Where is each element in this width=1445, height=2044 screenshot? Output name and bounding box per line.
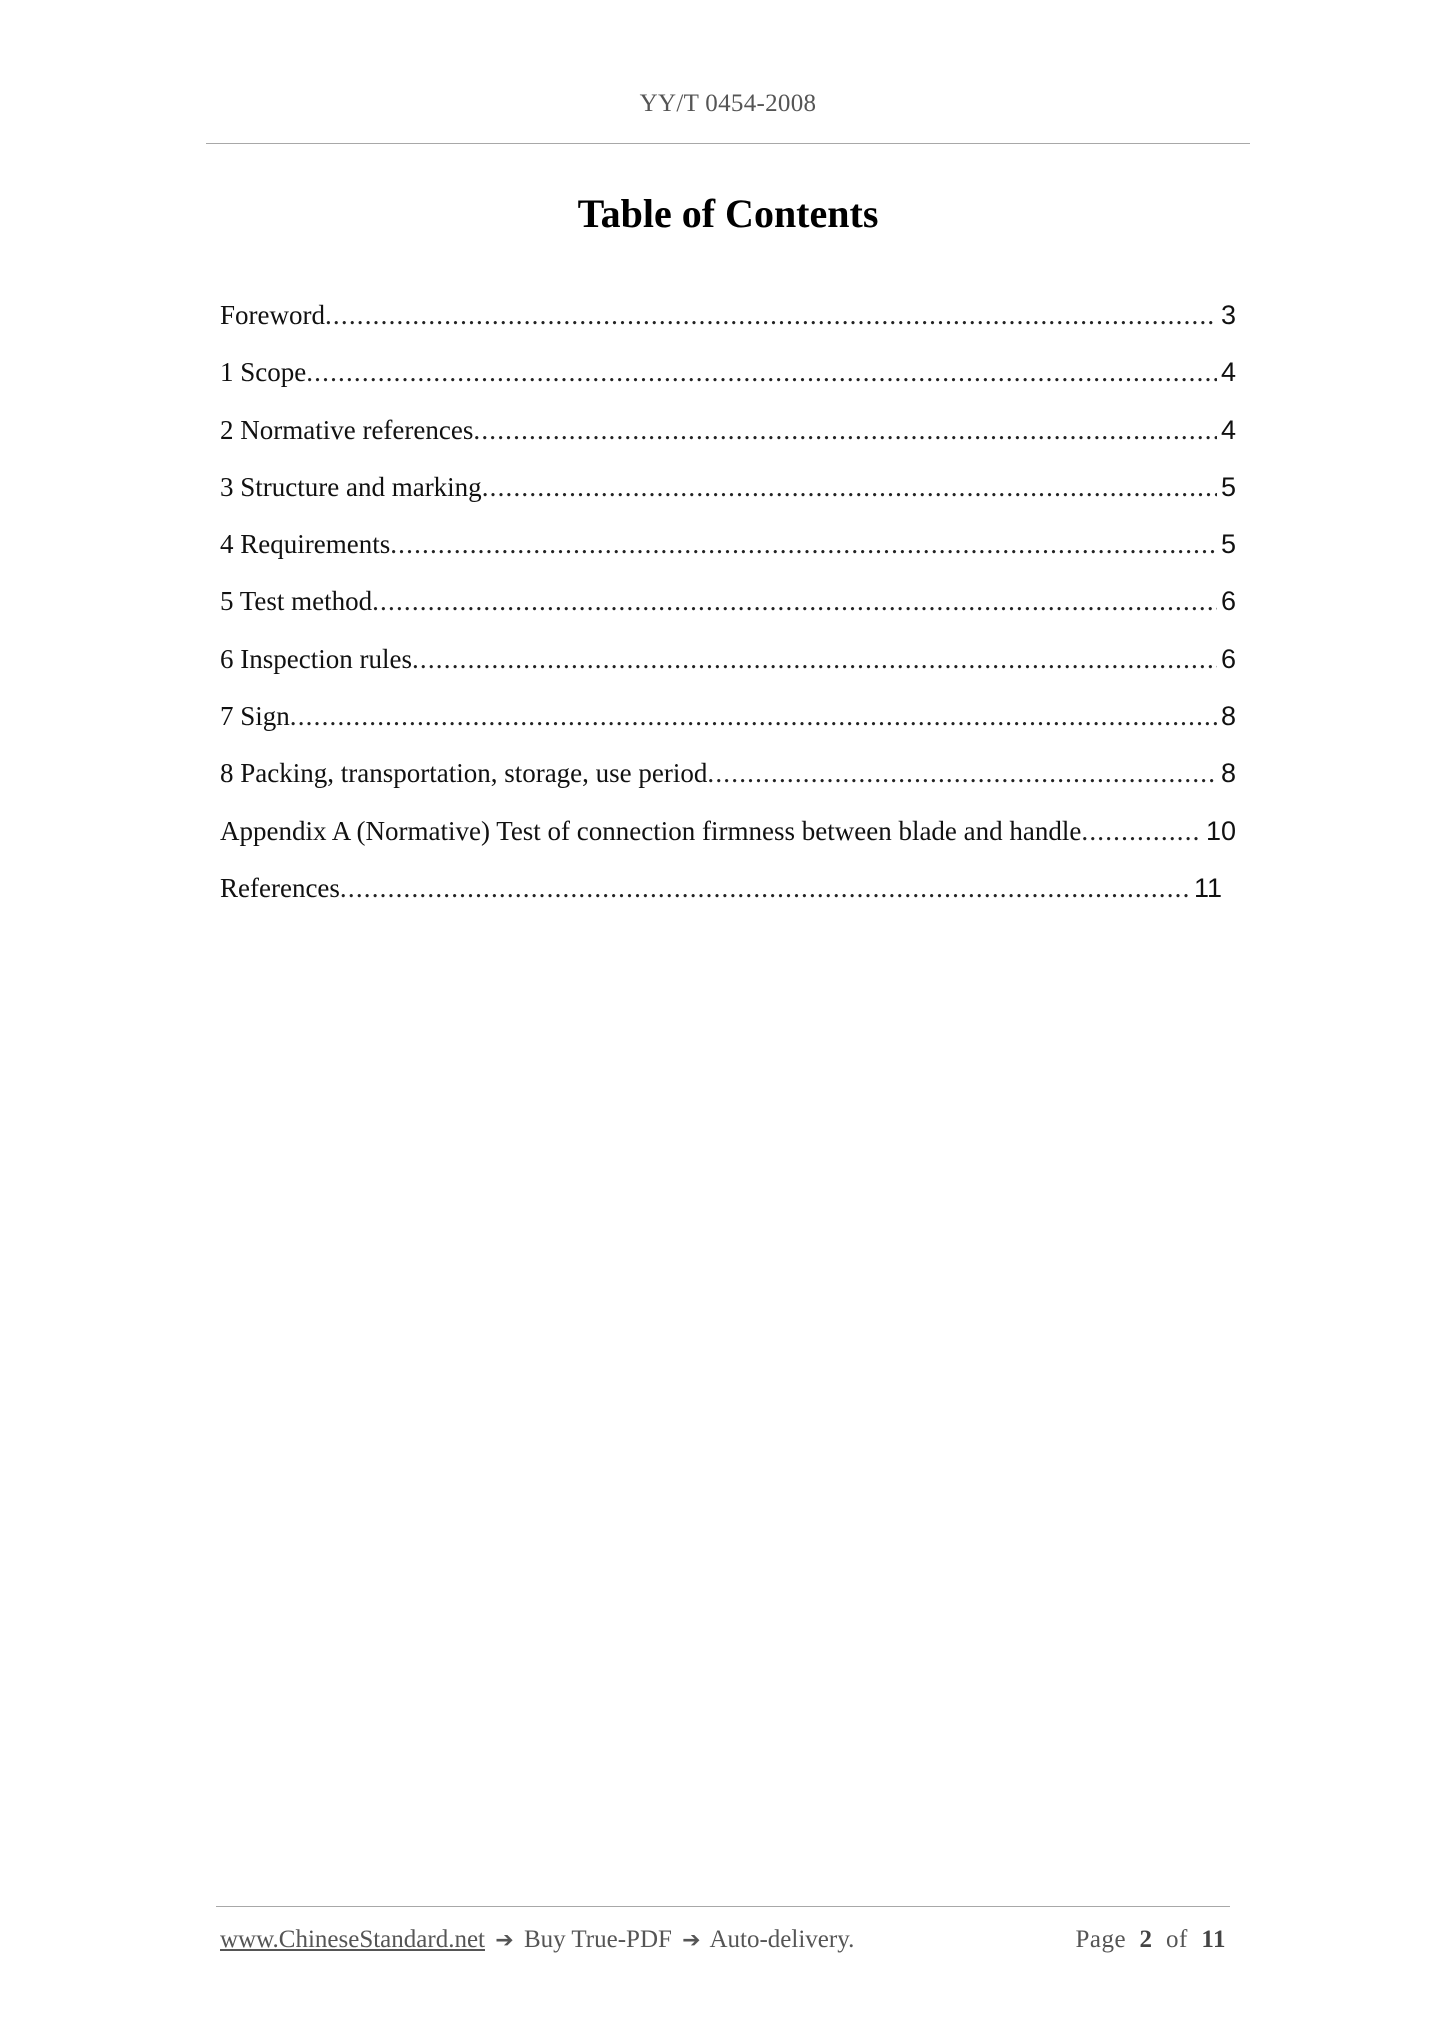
- toc-entry-scope[interactable]: [220, 357, 1236, 414]
- toc-entry-page: 11: [1193, 872, 1222, 903]
- toc-entry-references[interactable]: [220, 873, 1236, 930]
- arrow-right-icon: ➔: [682, 1928, 701, 1953]
- toc-entry-page: 8: [1220, 758, 1236, 789]
- total-page-count: 11: [1201, 1926, 1226, 1953]
- toc-entry-title: 3 Structure and marking: [220, 471, 482, 502]
- page-title: Table of Contents: [577, 191, 879, 236]
- toc-entry-title: 2 Normative references: [220, 414, 474, 445]
- document-code-header: YY/T 0454-2008: [639, 90, 817, 117]
- toc-entry-page: 5: [1220, 529, 1236, 560]
- page-number: [1075, 1926, 1226, 1954]
- toc-entry-title: 8 Packing, transportation, storage, use period: [220, 758, 708, 789]
- toc-entry-sign[interactable]: [220, 701, 1236, 758]
- toc-entry-page: 6: [1220, 586, 1236, 617]
- toc-entry-inspection-rules[interactable]: [220, 644, 1236, 701]
- toc-dot-leader: [340, 873, 1190, 904]
- current-page-number: 2: [1139, 1926, 1153, 1953]
- toc-entry-test-method[interactable]: [220, 586, 1236, 643]
- toc-entry-appendix-a[interactable]: [220, 816, 1236, 873]
- toc-entry-title: 7 Sign: [220, 701, 290, 732]
- toc-dot-leader: [290, 701, 1217, 732]
- toc-entry-normative-references[interactable]: [220, 415, 1236, 472]
- toc-dot-leader: [412, 644, 1217, 675]
- toc-entry-title: 5 Test method: [220, 586, 373, 617]
- toc-entry-page: 3: [1220, 300, 1236, 330]
- toc-entry-page: 5: [1220, 471, 1236, 502]
- toc-entry-structure-and-marking[interactable]: [220, 472, 1236, 529]
- toc-entry-title: References: [220, 872, 340, 903]
- toc-entry-page: 10: [1205, 815, 1236, 846]
- toc-dot-leader: [325, 300, 1217, 331]
- toc-entry-page: 6: [1220, 643, 1236, 674]
- footer-promo: [220, 1926, 854, 1954]
- page-label: Page: [1075, 1926, 1127, 1953]
- buy-true-pdf-text: Buy True-PDF: [523, 1926, 672, 1953]
- toc-dot-leader: [390, 529, 1217, 560]
- toc-entry-page: 4: [1220, 357, 1236, 388]
- page-footer: [220, 1926, 1226, 1954]
- of-label: of: [1166, 1926, 1188, 1953]
- toc-entry-title: 6 Inspection rules: [220, 643, 412, 674]
- toc-entry-title: Foreword: [220, 300, 325, 330]
- toc-entry-foreword[interactable]: [220, 300, 1236, 357]
- toc-dot-leader: [306, 357, 1217, 388]
- auto-delivery-text: Auto-delivery.: [709, 1926, 855, 1953]
- toc-entry-requirements[interactable]: [220, 529, 1236, 586]
- toc-dot-leader: [482, 472, 1217, 503]
- website-link[interactable]: www.ChineseStandard.net: [220, 1926, 485, 1953]
- toc-dot-leader: [1081, 816, 1202, 847]
- toc-entry-page: 4: [1220, 414, 1236, 445]
- toc-entry-packing[interactable]: [220, 758, 1236, 815]
- toc-dot-leader: [473, 415, 1217, 446]
- toc-dot-leader: [707, 758, 1217, 789]
- footer-divider: [216, 1906, 1230, 1907]
- toc-entry-title: Appendix A (Normative) Test of connection firmness between blade and handle: [220, 815, 1082, 846]
- arrow-right-icon: ➔: [495, 1928, 514, 1953]
- toc-dot-leader: [372, 586, 1217, 617]
- toc-entry-title: 4 Requirements: [220, 529, 391, 560]
- toc-entry-page: 8: [1220, 701, 1236, 732]
- header-divider: [206, 143, 1250, 144]
- table-of-contents: [220, 300, 1236, 930]
- toc-entry-title: 1 Scope: [220, 357, 307, 388]
